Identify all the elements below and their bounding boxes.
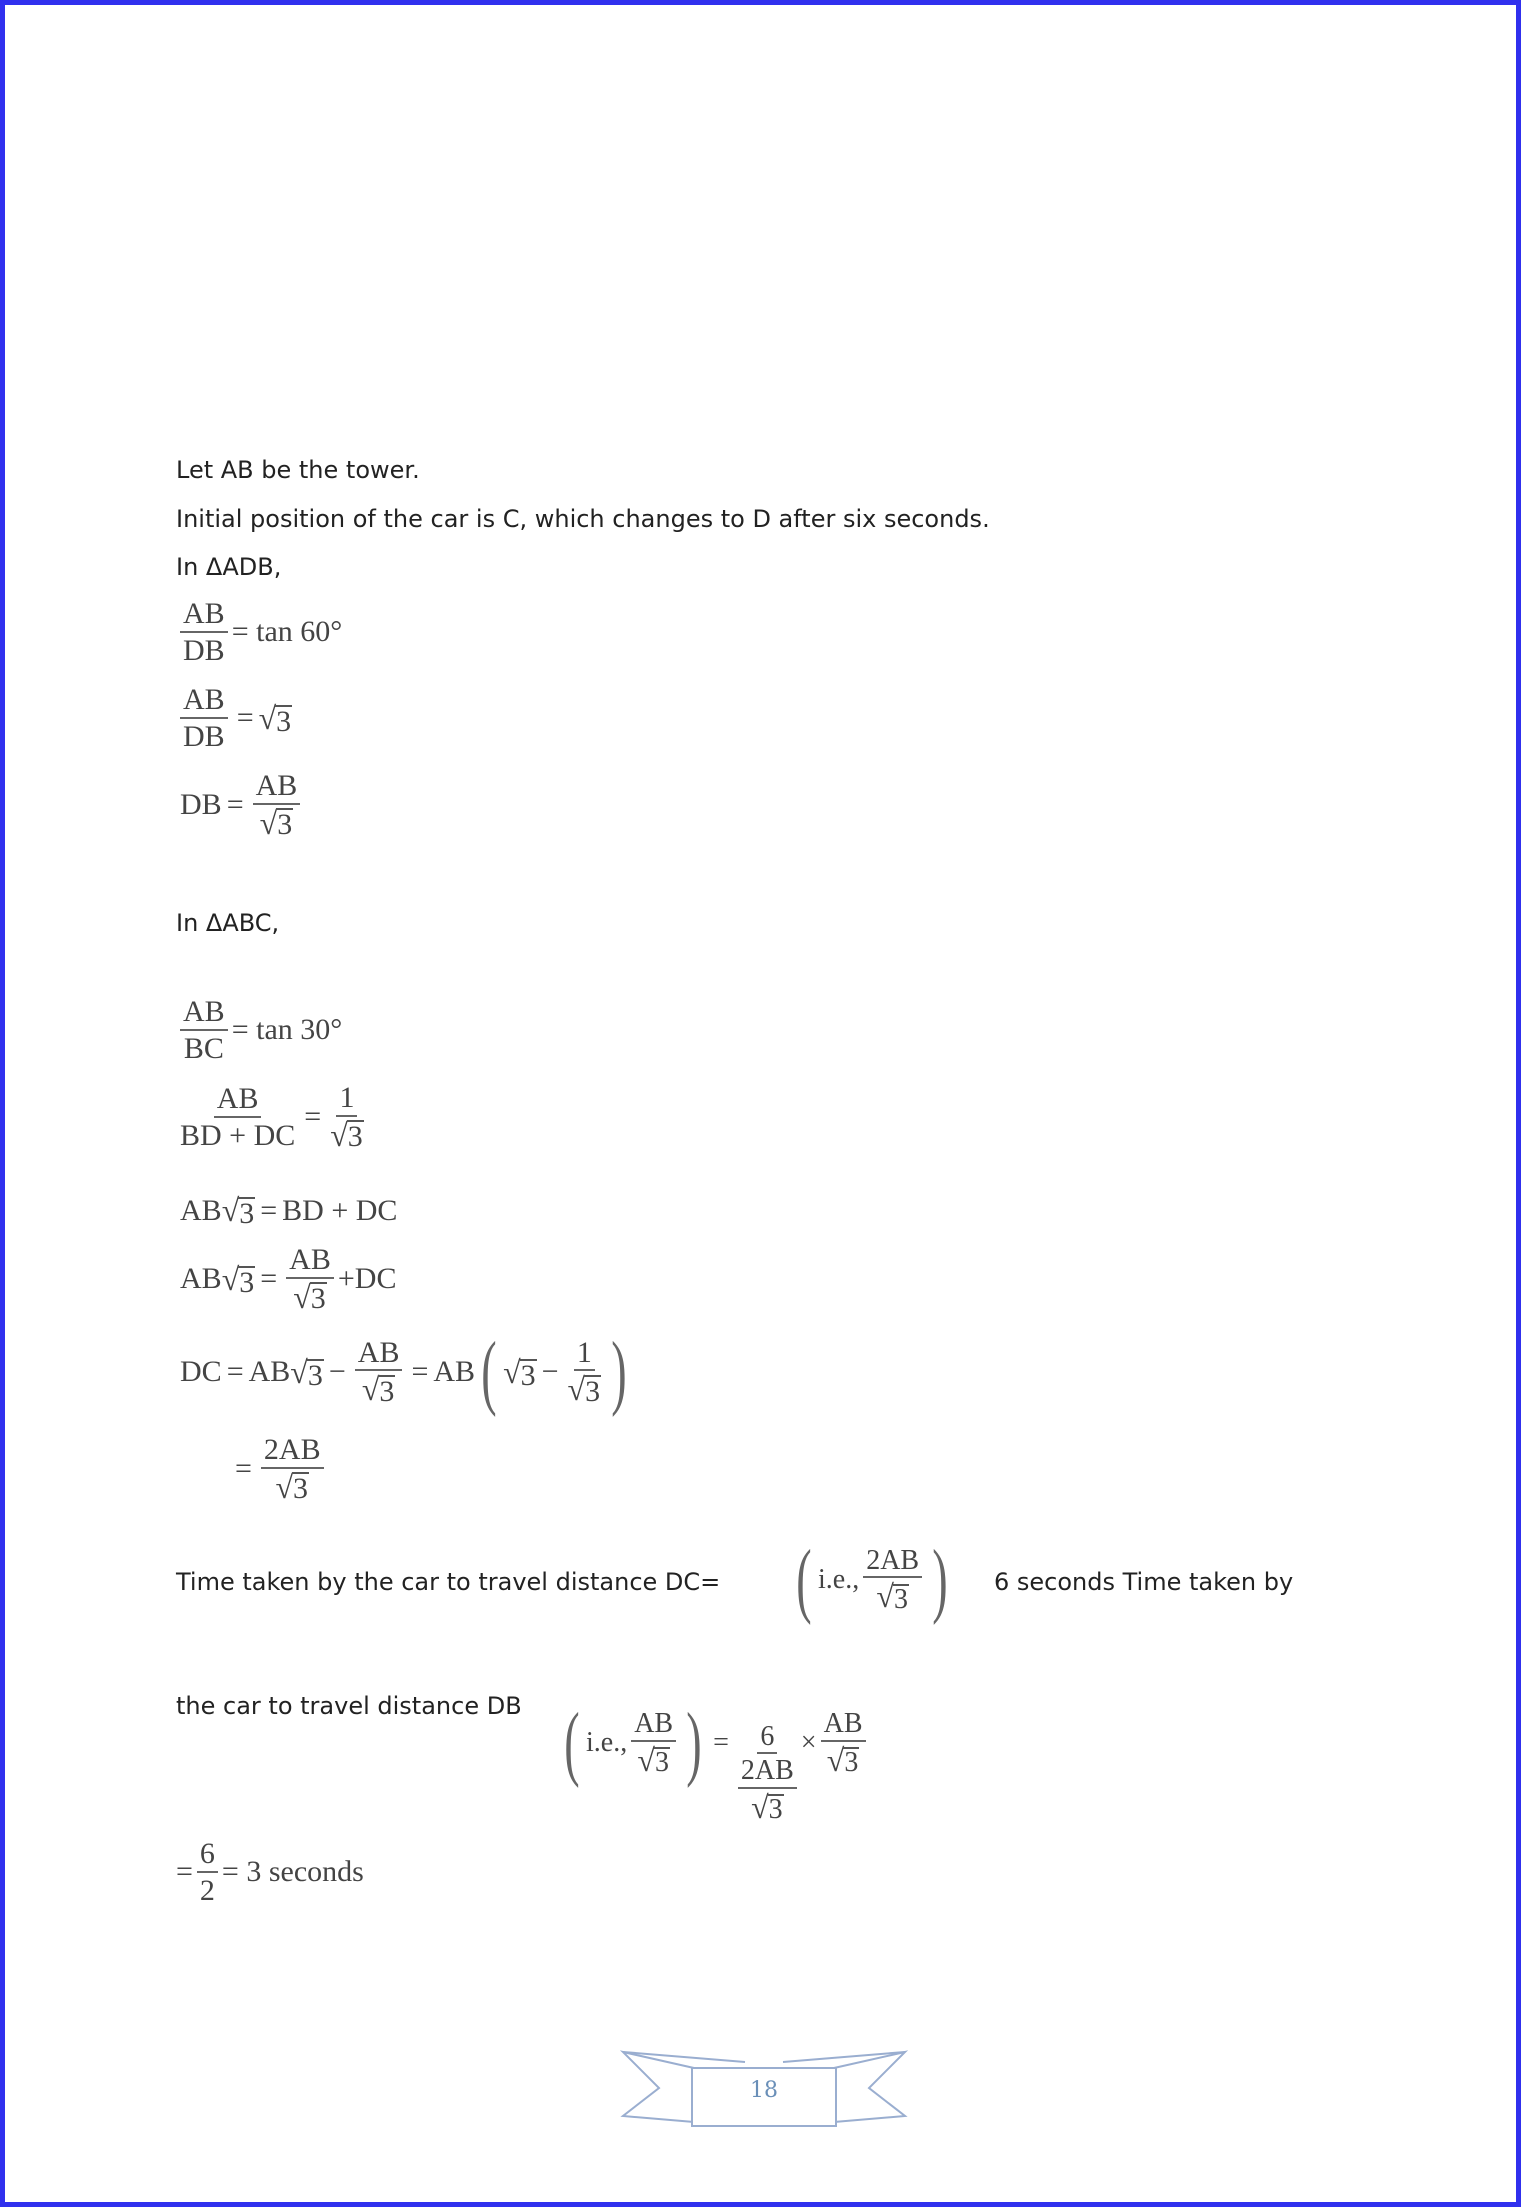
page-number: 18	[750, 2078, 778, 2103]
equation-7: AB √ 3 = AB √ 3 + DC	[180, 1243, 397, 1316]
heading-triangle-adb: In ΔADB,	[176, 553, 282, 581]
equation-ie-dc: ( i.e., 2AB √ 3 )	[796, 1533, 948, 1626]
equation-6: AB √ 3 = BD + DC	[180, 1192, 398, 1230]
statement-tower: Let AB be the tower.	[176, 456, 420, 484]
statement-time-dc: Time taken by the car to travel distance DC=	[176, 1568, 721, 1596]
equation-2: $\frac{AB}{DB}$ = √ 3	[176, 684, 292, 752]
equation-5: $\frac{AB}{BD + DC}$ = 1 √ 3	[180, 1081, 363, 1154]
equation-3: DB = AB √ 3	[180, 770, 304, 840]
statement-time-db: the car to travel distance DB	[176, 1692, 522, 1720]
heading-triangle-abc: In ΔABC,	[176, 909, 280, 937]
equation-4: $\frac{AB}{BC}$ = tan 30°	[176, 996, 342, 1064]
page-number-ribbon	[619, 2048, 909, 2130]
equation-time-db: ( i.e., AB √ 3 ) = 6 2AB √ 3 × AB √ 3	[558, 1662, 870, 1824]
statement-car: Initial position of the car is C, which changes to D after six seconds.	[176, 505, 990, 533]
statement-time-dc-tail: 6 seconds Time taken by	[994, 1568, 1294, 1596]
equation-1: $\frac{AB}{DB}$ = tan 60°	[176, 598, 342, 666]
equation-8: DC = AB √ 3 − AB √ 3 = AB ( √ 3 − 1 √ 3 )	[180, 1325, 627, 1418]
equation-9: = 2AB √ 3	[230, 1434, 328, 1504]
equation-result: = $\frac{6}{2}$ = 3 seconds	[176, 1837, 364, 1907]
